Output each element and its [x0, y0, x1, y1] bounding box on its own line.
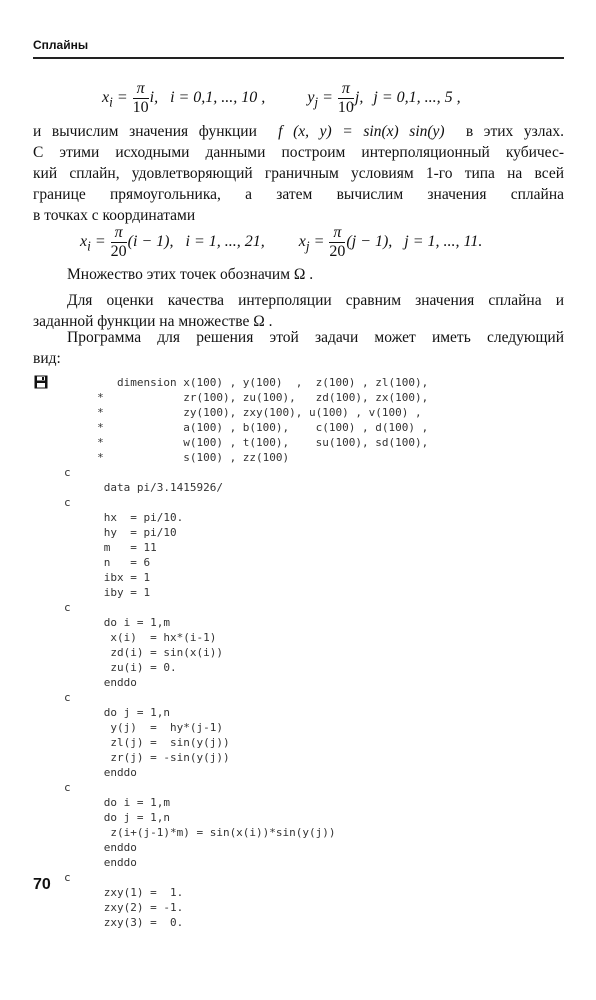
code-line: * zy(100), zxy(100), u(100) , v(100) ,	[64, 406, 422, 419]
page-number: 70	[33, 876, 51, 893]
text-line: Множество этих точек обозначим Ω .	[67, 266, 314, 283]
code-line: iby = 1	[64, 586, 151, 599]
code-line: do i = 1,m	[64, 616, 170, 629]
text-line: заданной функции на множестве Ω .	[33, 313, 273, 330]
code-line: c	[64, 691, 71, 704]
code-line: * w(100) , t(100), su(100), sd(100),	[64, 436, 429, 449]
code-line: z(i+(j-1)*m) = sin(x(i))*sin(y(j))	[64, 826, 336, 839]
code-line: c	[64, 496, 71, 509]
code-line: * a(100) , b(100), c(100) , d(100) ,	[64, 421, 429, 434]
code-line: * s(100) , zz(100)	[64, 451, 290, 464]
code-line: zxy(1) = 1.	[64, 886, 184, 899]
paragraph-quality	[33, 290, 564, 332]
text-line: в точках с координатами	[33, 207, 196, 224]
text-line: С этими исходными данными построим интерполяционный кубичес-	[33, 144, 564, 161]
code-line: c	[64, 871, 71, 884]
text-line: Для оценки качества интерполяции сравним значения сплайна и	[67, 292, 564, 309]
floppy-disk-icon	[34, 375, 48, 389]
code-line: ibx = 1	[64, 571, 151, 584]
code-line: c	[64, 601, 71, 614]
fraction-pi-10: $\frac{\pi}{10}$	[132, 80, 149, 116]
text-line: границе прямоугольника, а затем вычислим значения сплайна	[33, 186, 564, 203]
code-line: dimension x(100) , y(100) , z(100) , zl(100),	[64, 376, 429, 389]
text-line: и вычислим значения функции f (x, y) = sin(x) sin(y) в этих узлах.	[33, 123, 564, 140]
paragraph-omega	[33, 264, 564, 285]
code-line: zl(j) = sin(y(j))	[64, 736, 230, 749]
text-line: вид:	[33, 350, 61, 367]
code-line: zd(i) = sin(x(i))	[64, 646, 223, 659]
code-line: zxy(3) = 0.	[64, 916, 184, 929]
code-line: hx = pi/10.	[64, 511, 184, 524]
code-line: enddo	[64, 856, 137, 869]
code-line: enddo	[64, 841, 137, 854]
fraction-pi-20: $\frac{\pi}{20}$	[110, 224, 127, 260]
code-line: data pi/3.1415926/	[64, 481, 223, 494]
paragraph-program	[33, 327, 564, 369]
text-line: кий сплайн, удовлетворяющий граничным условиям 1-го типа на всей	[33, 165, 564, 182]
formula-grid-nodes: $x_i$ = $\frac{\pi}{10}$ i, i = 0,1, ..., 10 , $y_j$ = $\frac{\pi}{10}$ j, j = 0,1, ..., 5 ,	[102, 80, 461, 116]
code-line: enddo	[64, 676, 137, 689]
code-line: do i = 1,m	[64, 796, 170, 809]
formula-eval-points: $x_i$ = $\frac{\pi}{20}$ (i − 1), i = 1, ..., 21, $x_j$ = $\frac{\pi}{20}$ (j − 1), j = 1, ..., 11.	[80, 224, 483, 260]
code-line: c	[64, 466, 71, 479]
fraction-pi-20-b: $\frac{\pi}{20}$	[329, 224, 346, 260]
code-line: zu(i) = 0.	[64, 661, 177, 674]
code-listing	[64, 375, 544, 930]
code-line: * zr(100), zu(100), zd(100), zx(100),	[64, 391, 429, 404]
text-line: Программа для решения этой задачи может иметь следующий	[67, 329, 564, 346]
code-line: do j = 1,n	[64, 706, 170, 719]
code-line: m = 11	[64, 541, 157, 554]
fraction-pi-10-b: $\frac{\pi}{10}$	[337, 80, 354, 116]
code-line: y(j) = hy*(j-1)	[64, 721, 223, 734]
code-line: c	[64, 781, 71, 794]
code-line: zr(j) = -sin(y(j))	[64, 751, 230, 764]
code-line: x(i) = hx*(i-1)	[64, 631, 217, 644]
code-line: zxy(2) = -1.	[64, 901, 184, 914]
running-header: Сплайны	[33, 38, 89, 52]
header-rule	[33, 57, 564, 59]
code-line: do j = 1,n	[64, 811, 170, 824]
code-line: hy = pi/10	[64, 526, 177, 539]
code-line: n = 6	[64, 556, 151, 569]
code-line: enddo	[64, 766, 137, 779]
paragraph-intro	[33, 121, 564, 226]
